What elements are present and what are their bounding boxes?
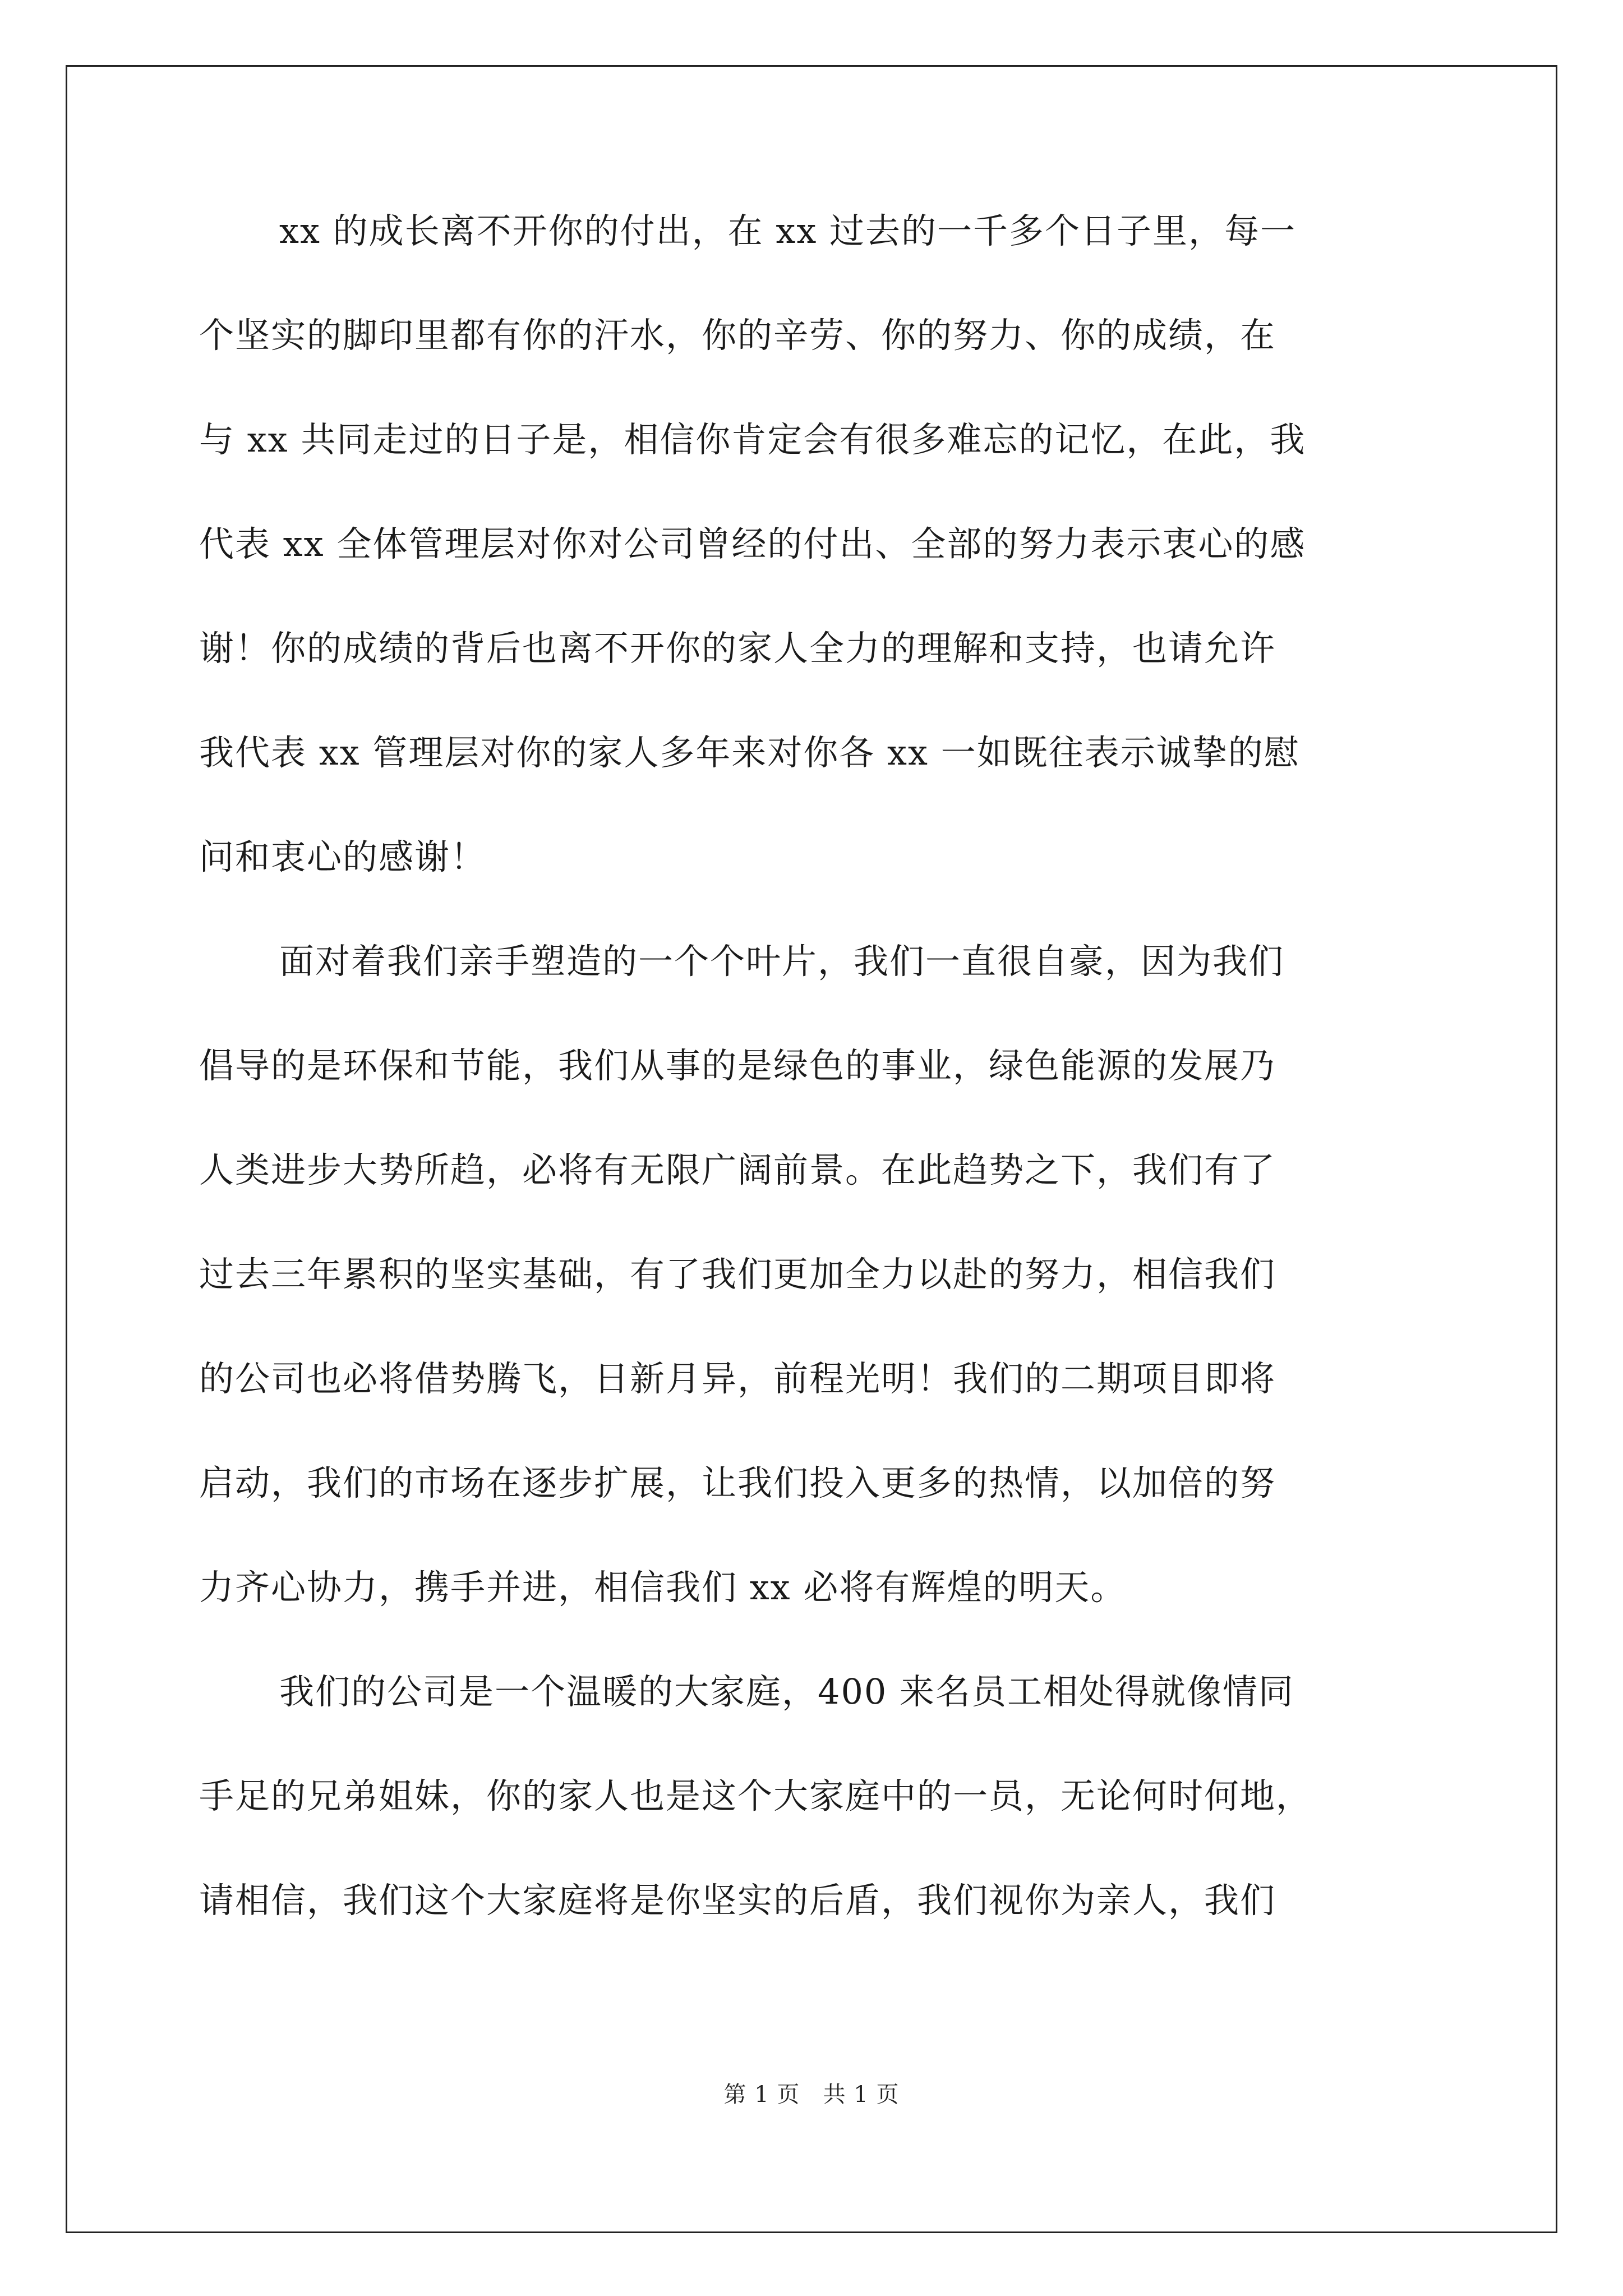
text-line: 请相信，我们这个大家庭将是你坚实的后盾，我们视你为亲人，我们 xyxy=(199,1880,1276,1921)
text-line: 人类进步大势所趋，必将有无限广阔前景。在此趋势之下，我们有了 xyxy=(199,1149,1276,1190)
paragraph-3 xyxy=(199,1671,1424,1994)
text-line: 谢！你的成绩的背后也离不开你的家人全力的理解和支持，也请允许 xyxy=(199,628,1276,669)
text-line: 与 xx 共同走过的日子是，相信你肯定会有很多难忘的记忆，在此，我 xyxy=(199,419,1306,460)
text-line: 面对着我们亲手塑造的一个个叶片，我们一直很自豪，因为我们 xyxy=(279,941,1285,982)
document-body xyxy=(199,210,1424,1994)
text-line: 我代表 xx 管理层对你的家人多年来对你各 xx 一如既往表示诚挚的慰 xyxy=(199,732,1300,773)
text-line: 力齐心协力，携手并进，相信我们 xx 必将有辉煌的明天。 xyxy=(199,1567,1127,1608)
text-line: 启动，我们的市场在逐步扩展，让我们投入更多的热情，以加倍的努 xyxy=(199,1462,1276,1503)
page-number: 第 1 页 xyxy=(723,2082,800,2108)
text-line: 手足的兄弟姐妹，你的家人也是这个大家庭中的一员，无论何时何地， xyxy=(199,1775,1312,1816)
text-line: 倡导的是环保和节能，我们从事的是绿色的事业，绿色能源的发展乃 xyxy=(199,1045,1276,1086)
page-total: 共 1 页 xyxy=(823,2082,900,2108)
paragraph-2 xyxy=(199,941,1424,1681)
text-line: 过去三年累积的坚实基础，有了我们更加全力以赴的努力，相信我们 xyxy=(199,1254,1276,1295)
text-line: 个坚实的脚印里都有你的汗水，你的辛劳、你的努力、你的成绩，在 xyxy=(199,315,1276,356)
text-line: xx 的成长离不开你的付出，在 xx 过去的一千多个日子里，每一 xyxy=(279,210,1296,251)
page-footer xyxy=(0,2077,1623,2109)
text-line: 问和衷心的感谢！ xyxy=(199,836,487,877)
paragraph-1 xyxy=(199,210,1424,950)
text-line: 的公司也必将借势腾飞，日新月异，前程光明！我们的二期项目即将 xyxy=(199,1358,1276,1399)
text-line: 代表 xx 全体管理层对你对公司曾经的付出、全部的努力表示衷心的感 xyxy=(199,523,1306,564)
text-line: 我们的公司是一个温暖的大家庭，400 来名员工相处得就像情同 xyxy=(279,1671,1295,1712)
